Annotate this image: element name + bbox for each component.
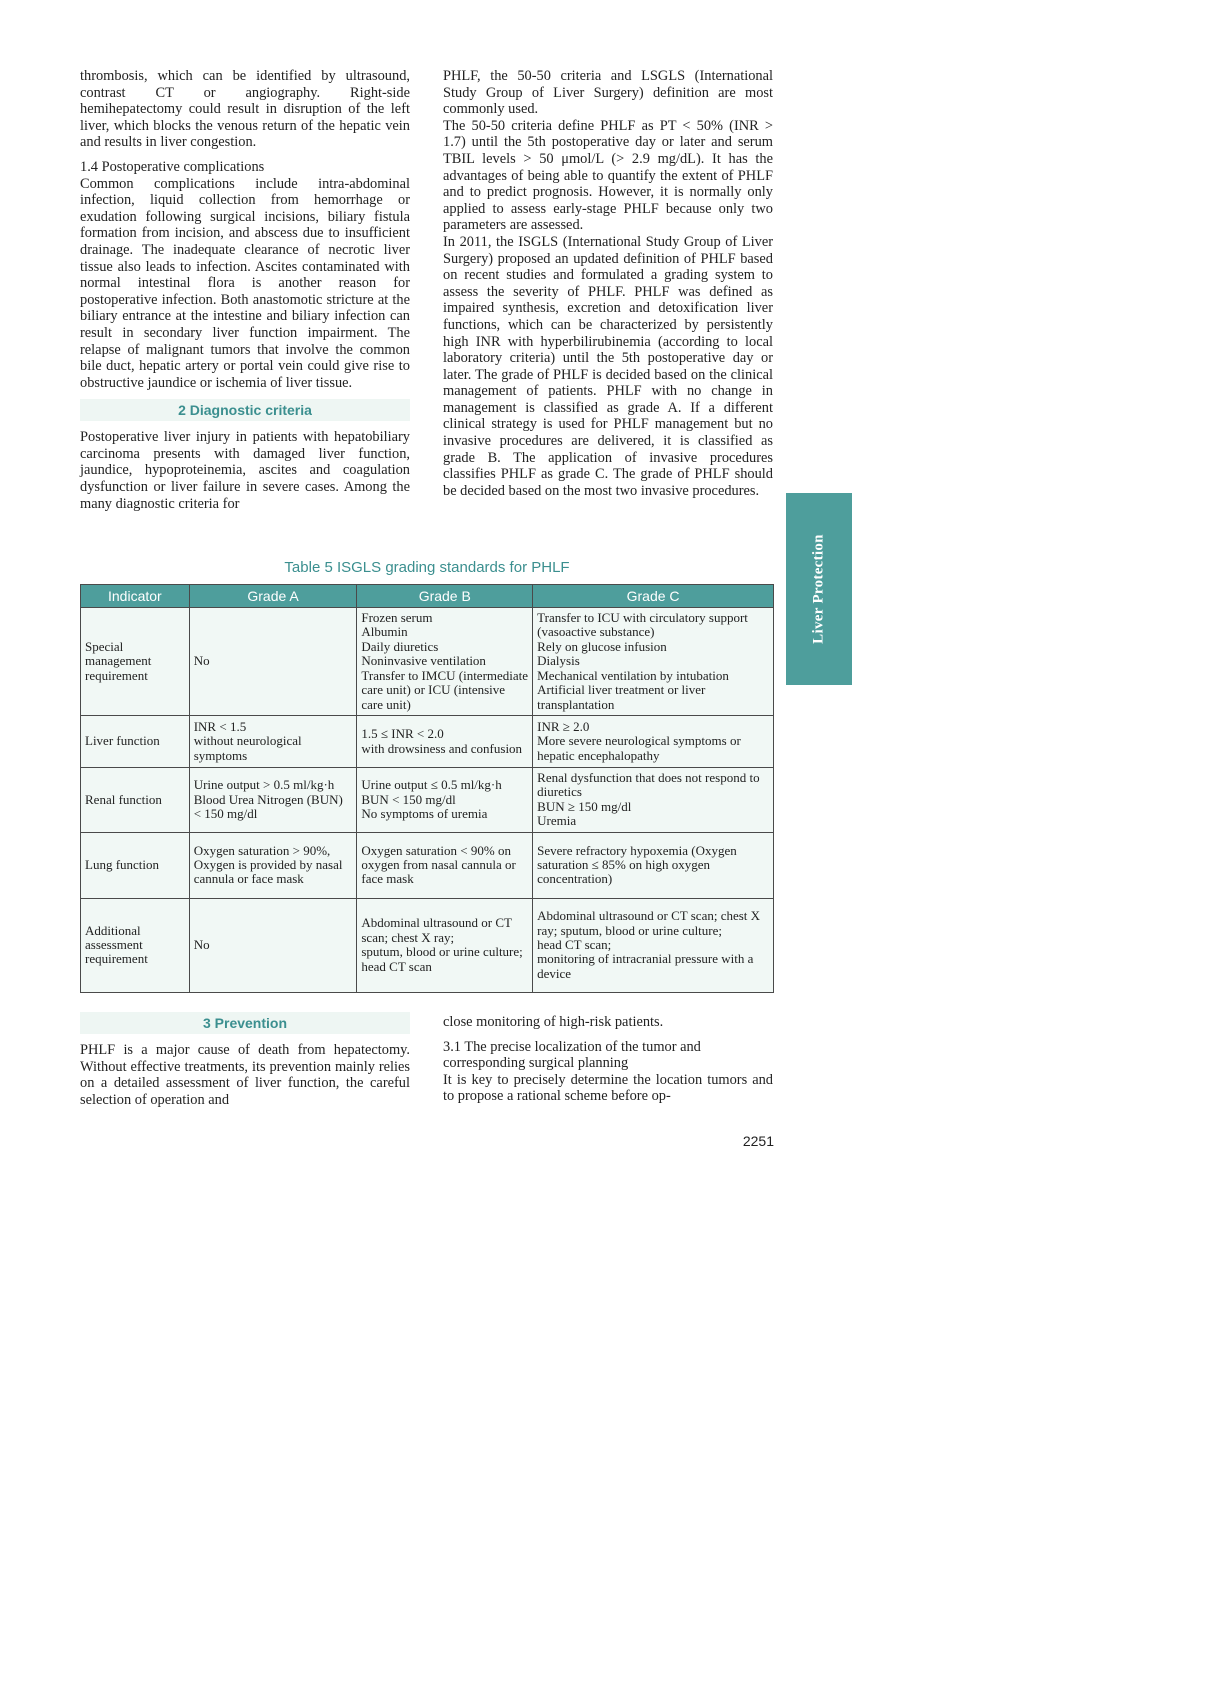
cell-line: 1.5 ≤ INR < 2.0: [361, 726, 444, 742]
side-tab-label: Liver Protection: [810, 534, 827, 644]
right-column-top: [443, 68, 773, 499]
grade-b-cell: [357, 898, 533, 992]
subsection-heading: 1.4 Postoperative complications: [80, 158, 265, 175]
grade-b-cell: [357, 768, 533, 833]
cell-line: INR < 1.5: [193, 718, 247, 734]
table-row: [81, 832, 774, 898]
header-grade-c: Grade C: [533, 585, 774, 608]
body-paragraph: In 2011, the ISGLS (International Study Group of Liver Surgery) proposed an updated definition of PHLF based on recent studies and formulated a grading system to assess the severity of PHLF. PHLF was defined as impaired synthesis, excretion and detoxification liver functions, which can be characterized by persistently high INR with hyperbilirubinemia (according to local laboratory criteria) until the 5th postoperative day or later. The grade of PHLF is decided based on the clinical management of patients. PHLF with no change in management is classified as grade A. If a different clinical strategy is used for PHLF management but no invasive procedures are delivered, it is classified as grade B. The application of invasive procedures classifies PHLF as grade C. The grade of PHLF should be decided based on the most two invasive procedures.: [443, 233, 773, 499]
table-row: [81, 768, 774, 833]
grade-a-cell: [189, 898, 357, 992]
cell-line: BUN ≥ 150 mg/dl: [537, 798, 632, 814]
page-number: 2251: [742, 1133, 774, 1149]
cell-line: with drowsiness and confusion: [361, 740, 523, 756]
cell-line: Additional assessment requirement: [85, 922, 148, 967]
cell-line: Transfer to ICU with circulatory support (vasoactive substance): [537, 610, 748, 640]
grade-c-cell: [533, 608, 774, 716]
grade-b-cell: [357, 832, 533, 898]
cell-line: Oxygen saturation < 90% on oxygen from nasal cannula or face mask: [361, 842, 516, 887]
table-body: [81, 608, 774, 993]
cell-line: head CT scan;: [537, 936, 612, 952]
cell-line: Rely on glucose infusion: [537, 638, 667, 654]
cell-line: Renal dysfunction that does not respond to diuretics: [537, 770, 760, 800]
cell-line: Renal function: [85, 791, 162, 807]
table-row: [81, 608, 774, 716]
indicator-cell: [81, 768, 190, 833]
indicator-cell: [81, 832, 190, 898]
cell-line: Severe refractory hypoxemia (Oxygen saturation ≤ 85% on high oxygen concentration): [537, 842, 737, 887]
grading-table: [80, 584, 774, 993]
cell-line: Daily diuretics: [361, 638, 439, 654]
body-paragraph: The 50-50 criteria define PHLF as PT < 50% (INR > 1.7) until the 5th postoperative day or later and serum TBIL levels > 50 μmol/L (> 2.9 mg/dL). It has the advantages of being able to quantify the extent of PHLF and to predict prognosis. However, it is normally only applied to assess early-stage PHLF because only two parameters are assessed.: [443, 117, 773, 234]
body-paragraph: It is key to precisely determine the location tumors and to propose a rational scheme before op-: [443, 1071, 773, 1105]
cell-line: Abdominal ultrasound or CT scan; chest X ray;: [361, 915, 512, 945]
cell-line: Special management requirement: [85, 638, 152, 683]
right-column-bottom: [443, 1014, 773, 1105]
cell-line: Dialysis: [537, 653, 580, 669]
cell-line: Urine output ≤ 0.5 ml/kg·h: [361, 777, 502, 793]
cell-line: Noninvasive ventilation: [361, 653, 486, 669]
body-paragraph: PHLF is a major cause of death from hepatectomy. Without effective treatments, its prevention mainly relies on a detailed assessment of liver function, the careful selection of operation and: [80, 1042, 410, 1108]
grade-c-cell: [533, 898, 774, 992]
indicator-cell: [81, 716, 190, 768]
header-indicator: Indicator: [81, 585, 190, 608]
grade-a-cell: [189, 608, 357, 716]
cell-line: Blood Urea Nitrogen (BUN) < 150 mg/dl: [193, 791, 343, 822]
body-paragraph: PHLF, the 50-50 criteria and LSGLS (International Study Group of Liver Surgery) definition are most commonly used.: [443, 68, 773, 118]
grade-b-cell: [357, 608, 533, 716]
body-paragraph: Postoperative liver injury in patients with hepatobiliary carcinoma presents with damaged liver function, jaundice, hypoproteinemia, ascites and coagulation dysfunction or liver failure in severe cases. Among the many diagnostic criteria for: [80, 429, 410, 512]
indicator-cell: [81, 898, 190, 992]
cell-line: Liver function: [85, 733, 160, 749]
grade-a-cell: [189, 832, 357, 898]
cell-line: Abdominal ultrasound or CT scan; chest X ray; sputum, blood or urine culture;: [537, 908, 761, 938]
cell-line: sputum, blood or urine culture;: [361, 944, 523, 960]
cell-line: Lung function: [85, 856, 160, 872]
table-row: [81, 716, 774, 768]
grade-c-cell: [533, 716, 774, 768]
cell-line: Albumin: [361, 624, 408, 640]
cell-line: head CT scan: [361, 958, 432, 974]
cell-line: Urine output > 0.5 ml/kg·h: [193, 777, 335, 793]
cell-line: BUN < 150 mg/dl: [361, 791, 456, 807]
cell-line: Transfer to IMCU (intermediate care unit) or ICU (intensive care unit): [361, 667, 529, 712]
cell-line: without neurological symptoms: [193, 733, 302, 763]
cell-line: More severe neurological symptoms or hepatic encephalopathy: [537, 733, 741, 763]
grade-a-cell: [189, 716, 357, 768]
section-heading: 2 Diagnostic criteria: [80, 399, 410, 421]
grade-b-cell: [357, 716, 533, 768]
cell-line: No: [193, 653, 210, 669]
cell-line: Mechanical ventilation by intubation: [537, 667, 729, 683]
subsection-heading: 3.1 The precise localization of the tumor and corresponding surgical planning: [443, 1038, 701, 1072]
cell-line: Uremia: [537, 813, 577, 829]
cell-line: Frozen serum: [361, 610, 433, 626]
left-column-top: [80, 68, 410, 512]
header-grade-a: Grade A: [189, 585, 357, 608]
grade-a-cell: [189, 768, 357, 833]
indicator-cell: [81, 608, 190, 716]
section-side-tab: [786, 493, 852, 685]
grade-c-cell: [533, 832, 774, 898]
cell-line: INR ≥ 2.0: [537, 718, 590, 734]
header-grade-b: Grade B: [357, 585, 533, 608]
body-paragraph: close monitoring of high-risk patients.: [443, 1014, 664, 1030]
body-paragraph: Common complications include intra-abdominal infection, liquid collection from hemorrhage or exudation following surgical incisions, biliary fistula formation from incision, and abscess due to insufficient drainage. The inadequate clearance of necrotic liver tissue also leads to infection. Ascites contaminated with normal intestinal flora is another reason for postoperative infection. Both anastomotic stricture at the biliary entrance at the intestine and biliary infection can result in secondary liver function impairment. The relapse of malignant tumors that involve the common bile duct, hepatic artery or portal vein could give rise to obstructive jaundice or ischemia of liver tissue.: [80, 175, 410, 391]
body-paragraph: thrombosis, which can be identified by ultrasound, contrast CT or angiography. Right-side hemihepatectomy could result in disruption of the left liver, which blocks the venous return of the hepatic vein and results in liver congestion.: [80, 68, 410, 151]
table-row: [81, 898, 774, 992]
table-caption: Table 5 ISGLS grading standards for PHLF: [284, 559, 570, 576]
cell-line: Artificial liver treatment or liver transplantation: [537, 682, 706, 712]
left-column-bottom: [80, 1008, 410, 1108]
grade-c-cell: [533, 768, 774, 833]
table-header-row: [81, 585, 774, 608]
cell-line: Oxygen saturation > 90%, Oxygen is provided by nasal cannula or face mask: [193, 842, 343, 887]
cell-line: No symptoms of uremia: [361, 806, 488, 822]
section-heading: 3 Prevention: [80, 1012, 410, 1034]
cell-line: monitoring of intracranial pressure with a device: [537, 951, 754, 981]
cell-line: No: [193, 936, 210, 952]
